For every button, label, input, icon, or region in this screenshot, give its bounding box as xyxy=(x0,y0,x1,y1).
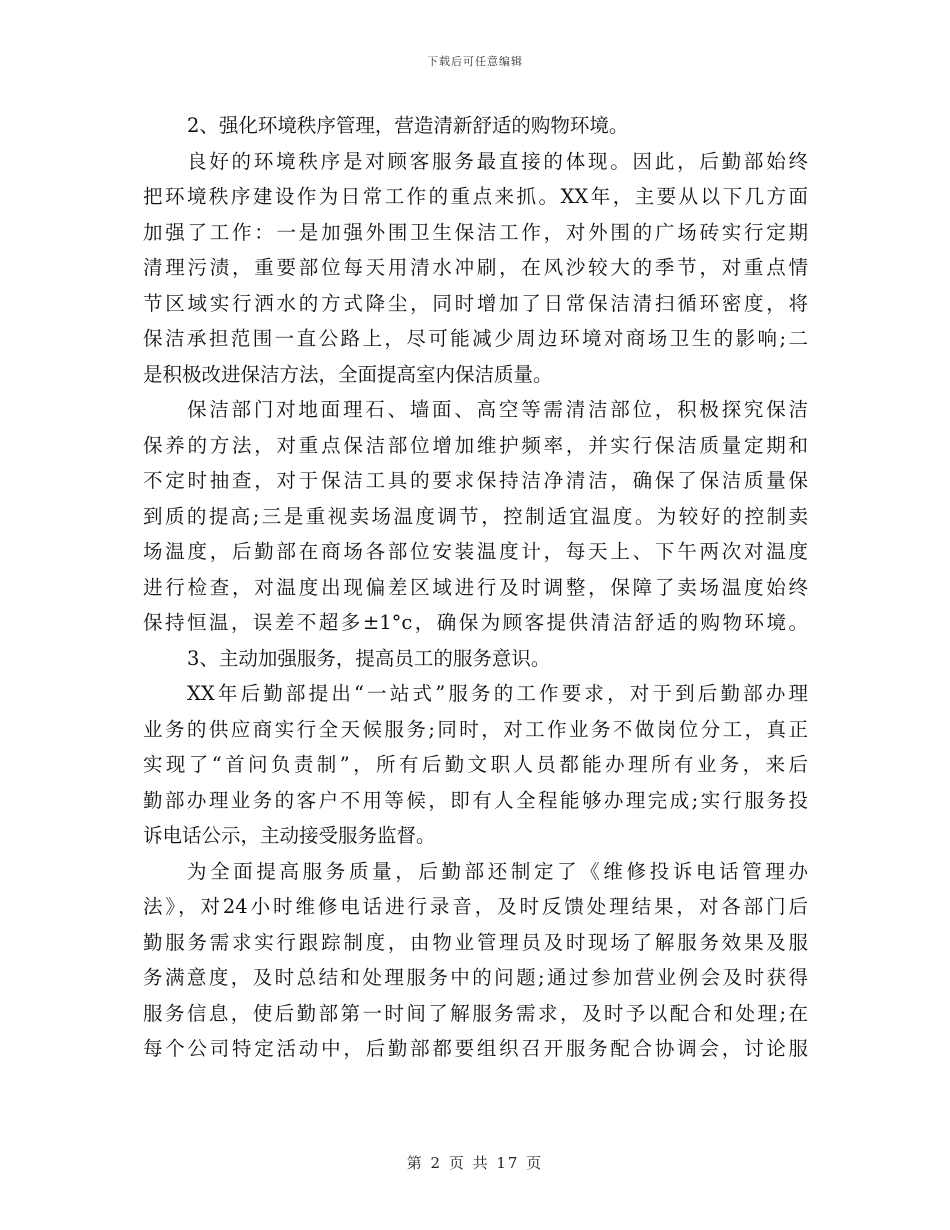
text-line: 场温度，后勤部在商场各部位安装温度计，每天上、下午两次对温度 xyxy=(143,540,808,563)
text-line: 为全面提高服务质量，后勤部还制定了《维修投诉电话管理办 xyxy=(187,859,808,883)
text-line: 清理污渍，重要部位每天用清水冲刷，在风沙较大的季节，对重点情 xyxy=(143,256,808,279)
text-line: 3、主动加强服务，提高员工的服务意识。 xyxy=(187,646,551,670)
text-line: 良好的环境秩序是对顾客服务最直接的体现。因此，后勤部始终 xyxy=(187,149,808,173)
text-line: 保养的方法，对重点保洁部位增加维护频率，并实行保洁质量定期和 xyxy=(143,433,808,457)
text-line: 保洁部门对地面理石、墙面、高空等需清洁部位，积极探究保洁 xyxy=(187,398,808,421)
text-line: XX年后勤部提出“一站式”服务的工作要求，对于到后勤部办理 xyxy=(187,682,808,705)
text-line: 加强了工作：一是加强外围卫生保洁工作，对外围的广场砖实行定期 xyxy=(143,220,808,244)
text-line: 服务信息，使后勤部第一时间了解服务需求，及时予以配合和处理;在 xyxy=(143,1001,808,1025)
text-line: 不定时抽查，对于保洁工具的要求保持洁净清洁，确保了保洁质量保 xyxy=(143,469,808,492)
text-line: 诉电话公示，主动接受服务监督。 xyxy=(143,824,436,847)
text-line: 勤服务需求实行跟踪制度，由物业管理员及时现场了解服务效果及服 xyxy=(143,930,808,954)
text-line: 节区域实行洒水的方式降尘，同时增加了日常保洁清扫循环密度，将 xyxy=(143,291,808,315)
text-line: 是积极改进保洁方法，全面提高室内保洁质量。 xyxy=(143,362,553,386)
text-line: 勤部办理业务的客户不用等候，即有人全程能够办理完成;实行服务投 xyxy=(143,788,808,812)
text-line: 业务的供应商实行全天候服务;同时，对工作业务不做岗位分工，真正 xyxy=(143,717,808,741)
page-footer: 第 2 页 共 17 页 xyxy=(406,1154,544,1172)
text-line: 务满意度，及时总结和处理服务中的问题;通过参加营业例会及时获得 xyxy=(143,966,808,989)
text-line: 保持恒温，误差不超多±1°c，确保为顾客提供清洁舒适的购物环境。 xyxy=(143,611,808,634)
text-line: 法》，对24小时维修电话进行录音，及时反馈处理结果，对各部门后 xyxy=(143,895,808,918)
text-line: 实现了“首问负责制”，所有后勤文职人员都能办理所有业务，来后 xyxy=(143,753,808,776)
text-line: 到质的提高;三是重视卖场温度调节，控制适宜温度。为较好的控制卖 xyxy=(143,504,808,528)
text-line: 进行检查，对温度出现偏差区域进行及时调整，保障了卖场温度始终 xyxy=(143,575,808,599)
text-line: 把环境秩序建设作为日常工作的重点来抓。XX年，主要从以下几方面 xyxy=(143,185,808,208)
text-line: 每个公司特定活动中，后勤部都要组织召开服务配合协调会，讨论服 xyxy=(143,1037,808,1060)
document-body xyxy=(143,108,808,1067)
text-line: 保洁承担范围一直公路上，尽可能减少周边环境对商场卫生的影响;二 xyxy=(143,327,808,350)
text-line: 2、强化环境秩序管理，营造清新舒适的购物环境。 xyxy=(187,114,629,137)
page-header: 下载后可任意编辑 xyxy=(427,55,523,68)
